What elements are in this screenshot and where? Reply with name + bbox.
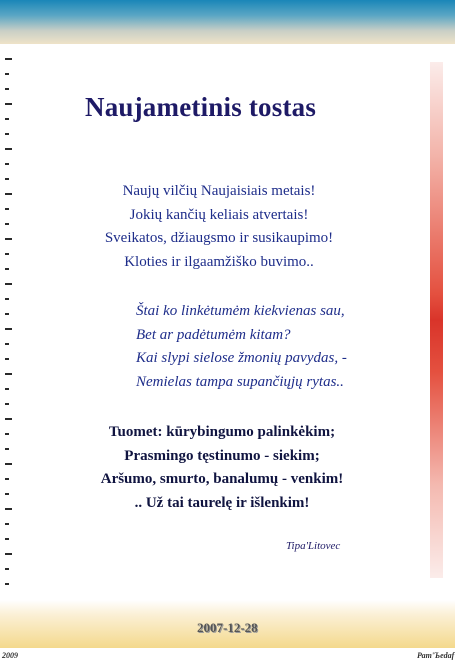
verse-line: Kai slypi sielose žmonių pavydas, - <box>136 350 347 366</box>
poem-title: Naujametinis tostas <box>85 92 317 122</box>
verse-line: .. Už tai taurelę ir išlenkim! <box>134 494 310 511</box>
strip-tick-mark <box>5 493 9 495</box>
strip-tick-mark <box>5 148 12 150</box>
verse-line: Sveikatos, džiaugsmo ir susikaupimo! <box>104 230 334 246</box>
strip-tick-mark <box>5 73 9 75</box>
strip-tick-mark <box>5 268 9 270</box>
strip-tick-mark <box>5 253 9 255</box>
left-decorative-strip <box>0 44 20 600</box>
verse-line: Jokių kančių keliais atvertais! <box>129 206 309 223</box>
strip-tick-mark <box>5 103 12 105</box>
strip-tick-mark <box>5 193 12 195</box>
strip-tick-mark <box>5 373 12 375</box>
strip-tick-mark <box>5 553 12 555</box>
strip-tick-mark <box>5 343 9 345</box>
strip-tick-mark <box>5 583 9 585</box>
stanza-1 <box>97 180 341 274</box>
strip-tick-mark <box>5 433 9 435</box>
document-date: 2007-12-28 <box>197 620 258 635</box>
strip-tick-mark <box>5 388 9 390</box>
verse-line: Kloties ir ilgaamžiško buvimo.. <box>124 253 314 270</box>
top-gradient-band <box>0 0 455 44</box>
strip-tick-mark <box>5 523 9 525</box>
verse-line: Naujų vilčių Naujaisiais metais! <box>122 183 316 199</box>
footer-credit: Раm'Ъedaf <box>417 651 455 660</box>
stanza-2 <box>136 300 347 394</box>
verse-line: Tuomet: kūrybingumo palinkėkim; <box>108 424 336 440</box>
strip-tick-mark <box>5 88 9 90</box>
strip-tick-mark <box>5 163 9 165</box>
stanza-3 <box>88 421 356 515</box>
strip-tick-mark <box>5 298 9 300</box>
strip-tick-mark <box>5 178 9 180</box>
strip-tick-mark <box>5 328 12 330</box>
footer-strip <box>0 648 455 660</box>
verse-line: Nemielas tampa supančiųjų rytas.. <box>136 373 344 390</box>
strip-tick-mark <box>5 478 9 480</box>
verse-line: Prasmingo tęstinumo - siekim; <box>124 447 320 464</box>
strip-tick-mark <box>5 538 9 540</box>
verse-line: Bet ar padėtumėm kitam? <box>136 326 291 343</box>
strip-tick-mark <box>5 223 9 225</box>
strip-tick-mark <box>5 58 12 60</box>
strip-tick-mark <box>5 118 9 120</box>
verse-line: Aršumo, smurto, banalumų - venkim! <box>100 471 344 487</box>
strip-tick-mark <box>5 238 12 240</box>
author-signature: Tipa'Litovec <box>286 540 341 552</box>
strip-tick-mark <box>5 133 9 135</box>
strip-tick-mark <box>5 403 9 405</box>
verse-line: Štai ko linkėtumėm kiekvienas sau, <box>136 303 345 319</box>
strip-tick-mark <box>5 358 9 360</box>
strip-tick-mark <box>5 418 12 420</box>
strip-tick-mark <box>5 568 9 570</box>
strip-tick-mark <box>5 283 12 285</box>
strip-tick-mark <box>5 508 12 510</box>
strip-tick-mark <box>5 448 9 450</box>
right-gradient-bar <box>430 62 443 578</box>
footer-year: 2009 <box>2 651 18 660</box>
strip-tick-mark <box>5 313 9 315</box>
strip-tick-mark <box>5 208 9 210</box>
strip-tick-mark <box>5 463 12 465</box>
